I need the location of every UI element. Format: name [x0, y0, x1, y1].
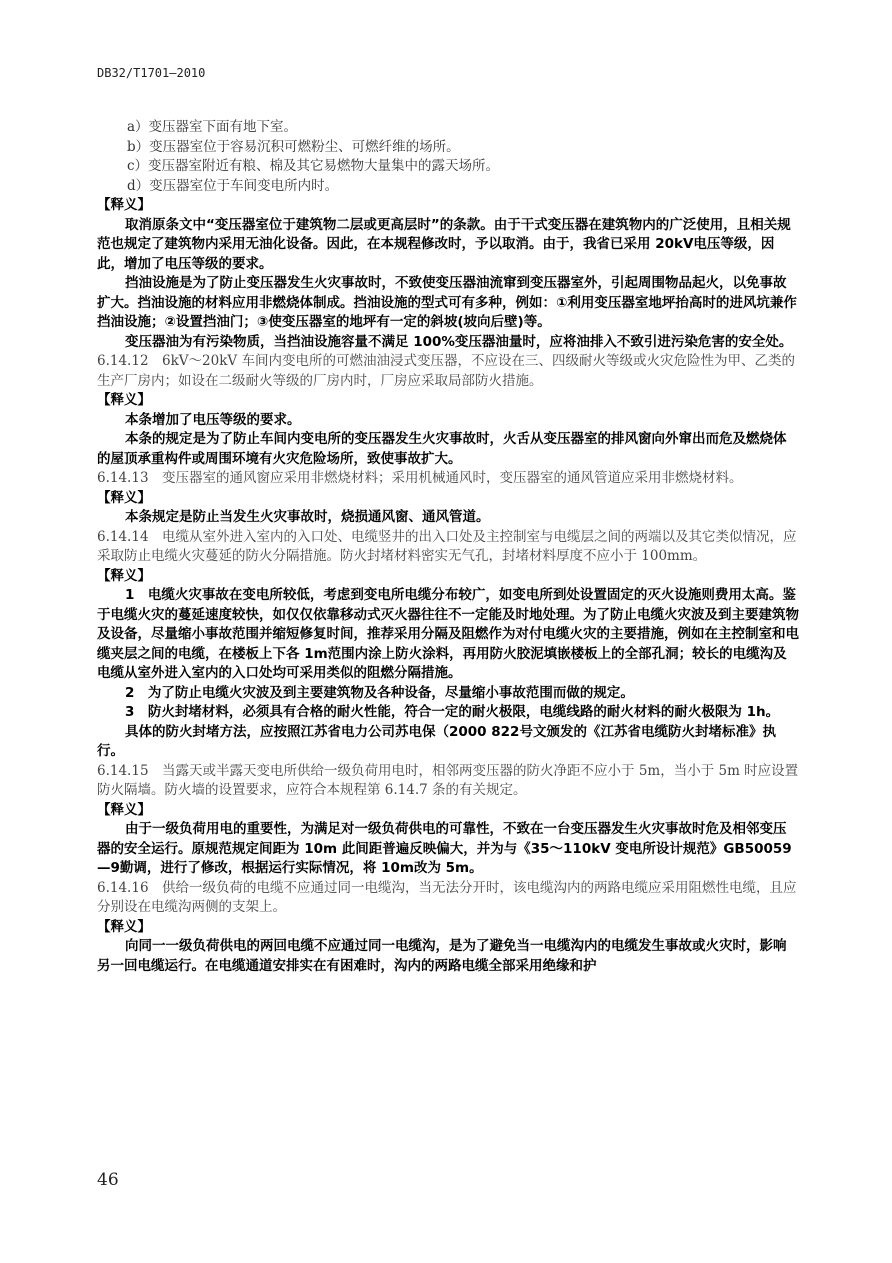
explanation-label: 【释义】 — [97, 801, 151, 818]
clause-6-14-16: 6.14.16 供给一级负荷的电缆不应通过同一电缆沟，当无法分开时，该电缆沟内的两路电缆应采用阻燃性电缆，且应分别设在电缆沟两侧的支架上。 — [97, 879, 797, 915]
explanation-label: 【释义】 — [97, 489, 151, 506]
clause-6-14-15: 6.14.15 当露天或半露天变电所供给一级负荷用电时，相邻两变压器的防火净距不应小于 5m，当小于 5m 时应设置防火隔墙。防火墙的设置要求，应符合本规程第 6.14.7 条的有关规定。 — [97, 762, 799, 798]
explanation-paragraph: 向同一一级负荷供电的两回电缆不应通过同一电缆沟，是为了避免当一电缆沟内的电缆发生事故或火灾时，影响另一回电缆运行。在电缆通道安排实在有困难时，沟内的两路电缆全部采用绝缘和护 — [97, 938, 787, 974]
explanation-paragraph: 挡油设施是为了防止变压器发生火灾事故时，不致使变压器油流窜到变压器室外，引起周围物品起火，以免事故扩大。挡油设施的材料应用非燃烧体制成。挡油设施的型式可有多种，例如：①利用变压器室地坪抬高时的进风坑兼作挡油设施；②设置挡油门；③使变压器室的地坪有一定的斜坡(坡向后壁)等。 — [97, 275, 797, 330]
explanation-label: 【释义】 — [97, 567, 151, 584]
clause-6-14-12: 6.14.12 6kV～20kV 车间内变电所的可燃油油浸式变压器，不应设在三、四级耐火等级或火灾危险性为甲、乙类的生产厂房内；如设在二级耐火等级的厂房内时，厂房应采取局部防火措施。 — [97, 353, 795, 389]
list-item-b: b）变压器室位于容易沉积可燃粉尘、可燃纤维的场所。 — [127, 138, 460, 155]
explanation-paragraph: 3 防火封堵材料，必须具有合格的耐火性能，符合一定的耐火极限，电缆线路的耐火材料的耐火极限为 1h。 — [125, 704, 780, 720]
page-number: 46 — [97, 1170, 119, 1190]
explanation-paragraph: 本条规定是防止当发生火灾事故时，烧损通风窗、通风管道。 — [125, 509, 490, 525]
page-body — [97, 118, 799, 976]
document-code: DB32/T1701—2010 — [97, 66, 206, 80]
explanation-label: 【释义】 — [97, 918, 151, 935]
explanation-paragraph: 2 为了防止电缆火灾波及到主要建筑物及各种设备，尽量缩小事故范围而做的规定。 — [125, 684, 634, 701]
explanation-paragraph: 本条的规定是为了防止车间内变电所的变压器发生火灾事故时，火舌从变压器室的排风窗向外窜出而危及燃烧体的屋顶承重构件或周围环境有火灾危险场所，致使事故扩大。 — [97, 431, 787, 467]
clause-6-14-13: 6.14.13 变压器室的通风窗应采用非燃烧材料；采用机械通风时，变压器室的通风管道应采用非燃烧材料。 — [97, 470, 743, 486]
list-item-a: a）变压器室下面有地下室。 — [127, 119, 298, 135]
clause-6-14-14: 6.14.14 电缆从室外进入室内的入口处、电缆竖井的出入口处及主控制室与电缆层之间的两端以及其它类似情况，应采取防止电缆火灾蔓延的防火分隔措施。防火封堵材料密实无气孔，封堵材料厚度不应小于 100mm。 — [97, 528, 797, 564]
explanation-paragraph: 变压器油为有污染物质，当挡油设施容量不满足 100%变压器油量时，应将油排入不致引进污染危害的安全处。 — [125, 333, 793, 350]
explanation-paragraph: 由于一级负荷用电的重要性，为满足对一级负荷供电的可靠性，不致在一台变压器发生火灾事故时危及相邻变压器的安全运行。原规范规定间距为 10m 此间距普遍反映偏大，并为与《35～110kV 变电所设计规范》GB50059—9勤调，进行了修改，根据运行实际情况，将 10m改为 5m。 — [97, 821, 792, 876]
explanation-paragraph: 1 电缆火灾事故在变电所较低，考虑到变电所电缆分布较广，如变电所到处设置固定的灭火设施则费用太高。鉴于电缆火灾的蔓延速度较快，如仅仅依靠移动式灭火器往往不一定能及时地处理。为了防止电缆火灾波及到主要建筑物及设备，尽量缩小事故范围并缩短修复时间，推荐采用分隔及阻燃作为对付电缆火灾的主要措施，例如在主控制室和电缆夹层之间的电缆，在楼板上下各 1m范围内涂上防火涂料，再用防火胶泥填嵌楼板上的全部孔洞；较长的电缆沟及电缆从室外进入室内的入口处均可采用类似的阻燃分隔措施。 — [97, 587, 799, 681]
explanation-label: 【释义】 — [97, 197, 151, 213]
explanation-paragraph: 具体的防火封堵方法，应按照江苏省电力公司苏电保（2000 822号文颁发的《江苏省电缆防火封堵标准》执行。 — [97, 723, 776, 759]
list-item-d: d）变压器室位于车间变电所内时。 — [127, 177, 339, 194]
explanation-paragraph: 取消原条文中“变压器室位于建筑物二层或更高层时”的条款。由于干式变压器在建筑物内的广泛使用，且相关规范也规定了建筑物内采用无油化设备。因此，在本规程修改时，予以取消。由于，我省已采用 20kV电压等级，因此，增加了电压等级的要求。 — [97, 216, 791, 272]
explanation-label: 【释义】 — [97, 392, 151, 408]
list-item-c: c）变压器室附近有粮、棉及其它易燃物大量集中的露天场所。 — [127, 158, 500, 174]
explanation-paragraph: 本条增加了电压等级的要求。 — [125, 411, 301, 428]
